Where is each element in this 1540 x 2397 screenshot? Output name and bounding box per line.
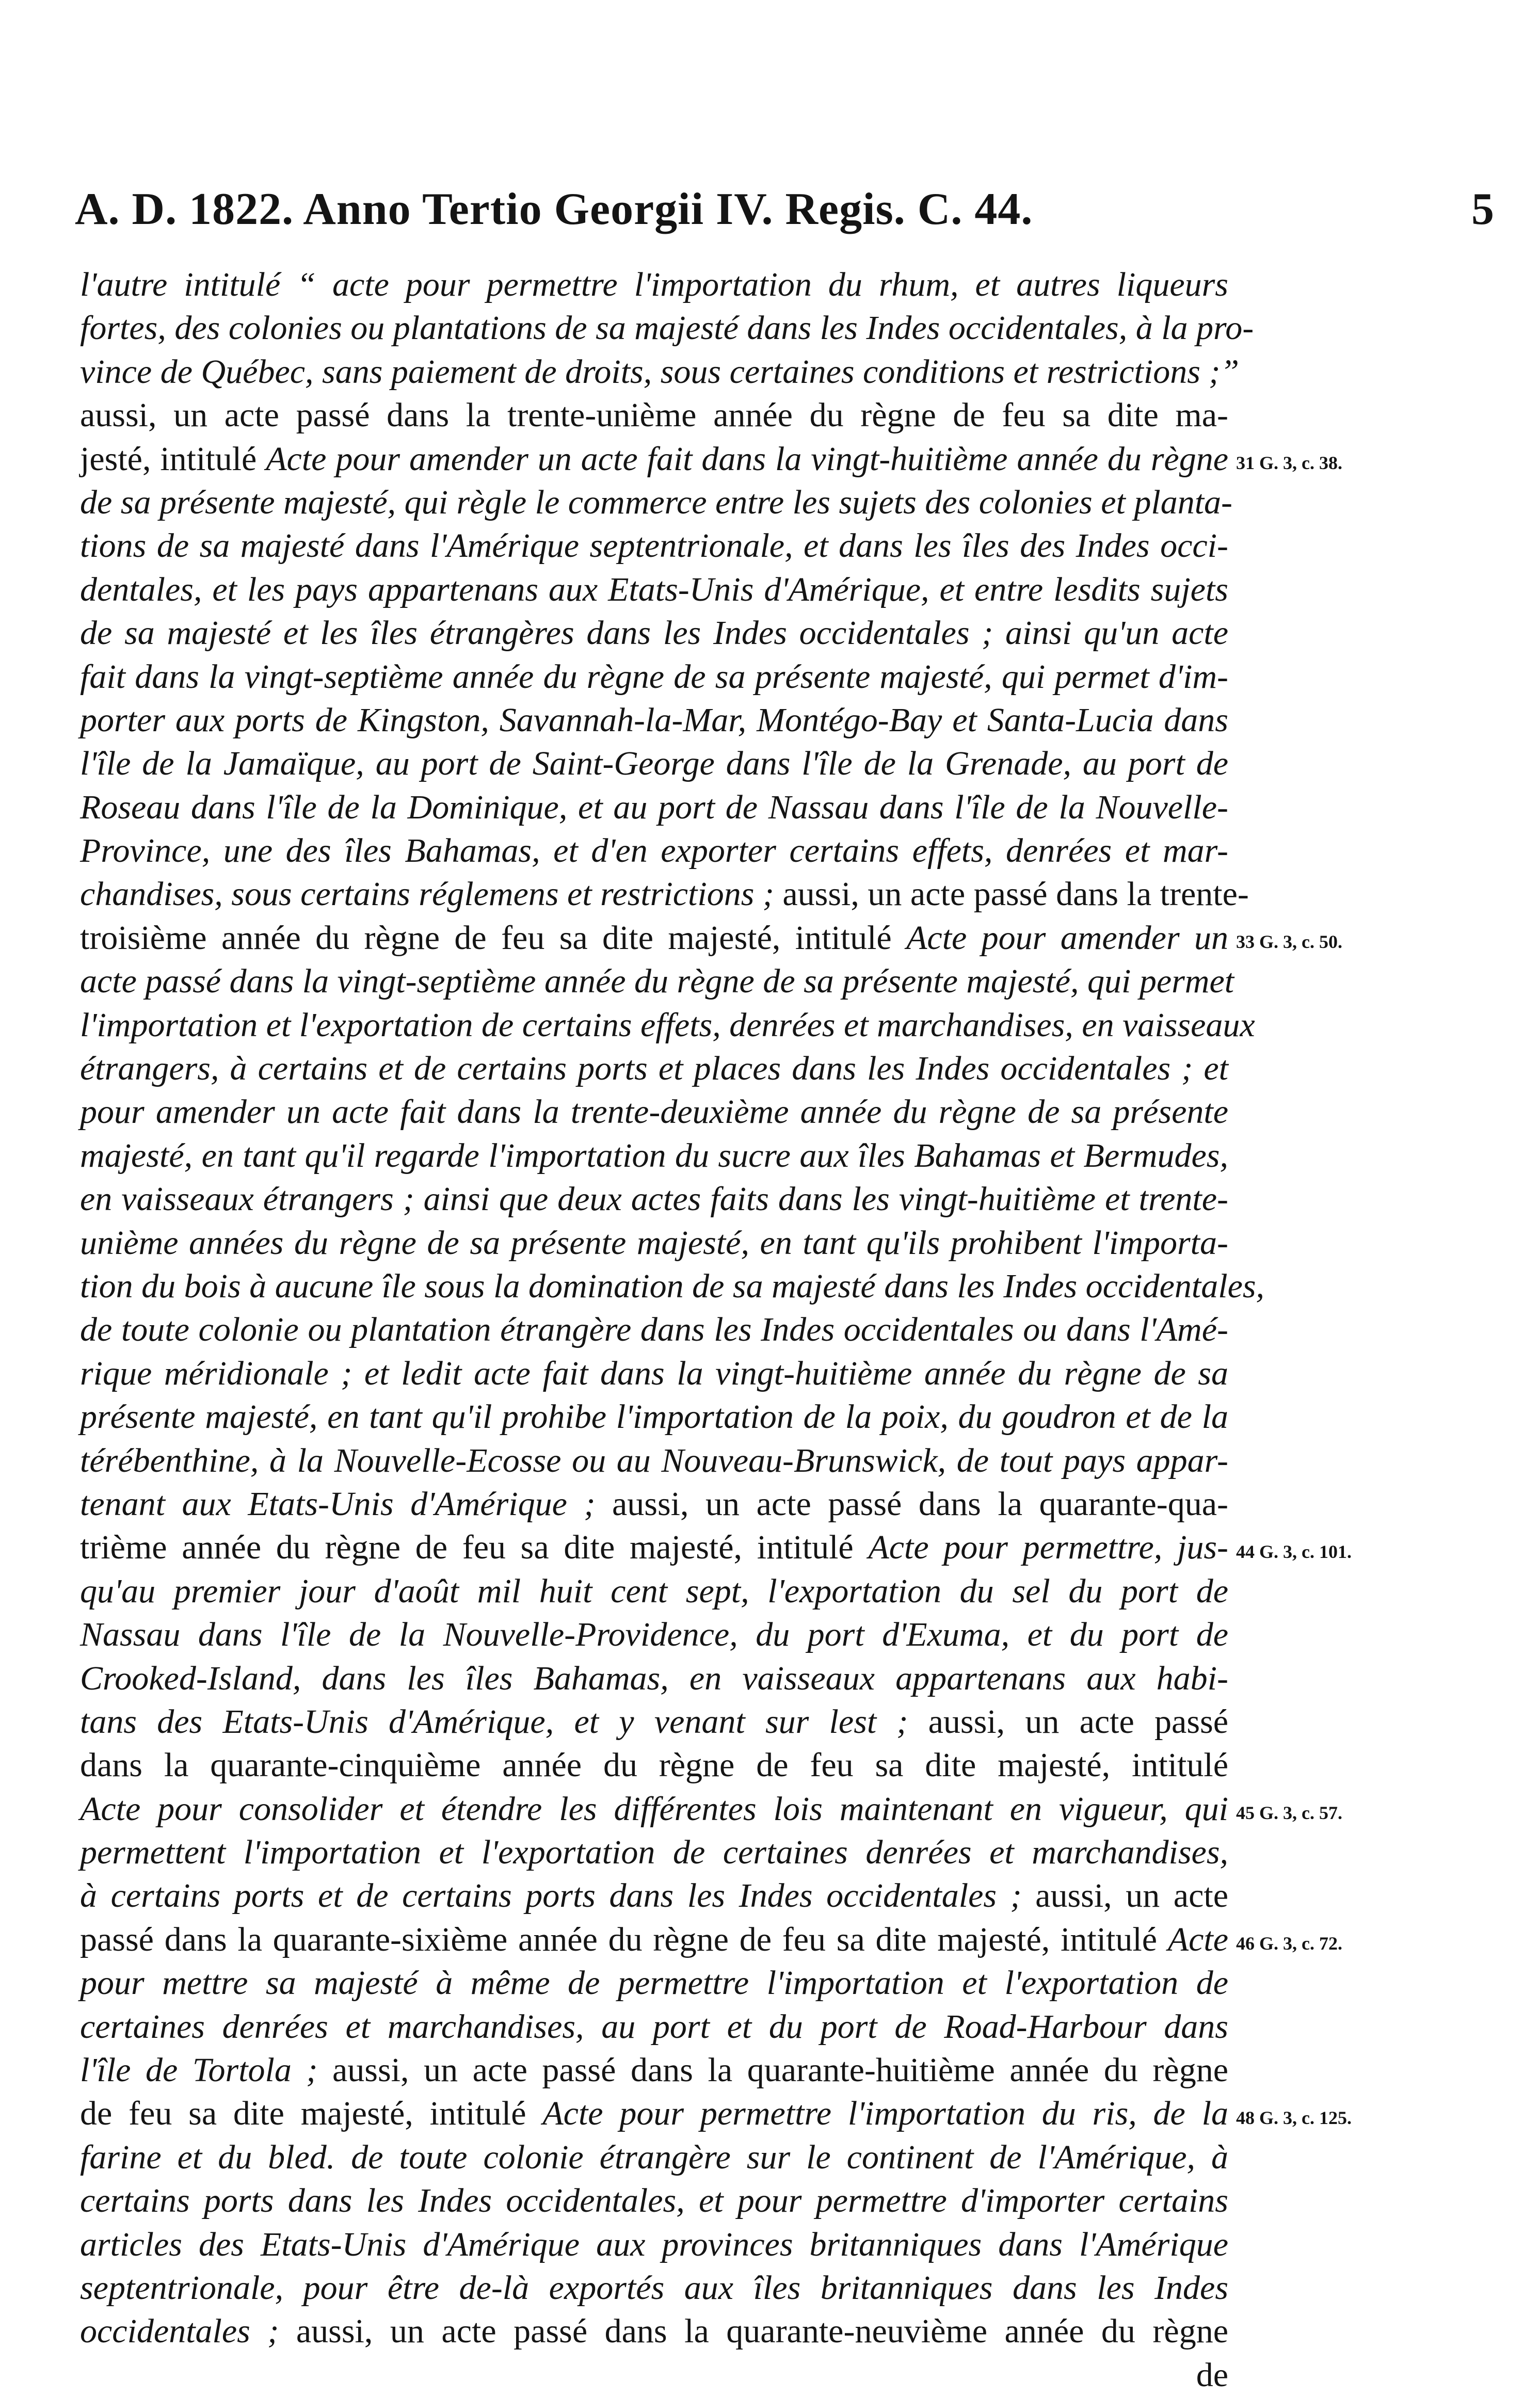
italic-text: dentales, et les pays appartenans aux Etats-Unis d'Amérique, et entre lesdits sujets [80, 570, 1228, 608]
text-line [80, 1526, 1228, 1569]
text-line [80, 786, 1228, 829]
text-line [80, 1178, 1228, 1221]
italic-text: de sa présente majesté, qui règle le commerce entre les sujets des colonies et planta- [80, 483, 1233, 521]
margin-citation: 45 G. 3, c. 57. [1236, 1803, 1342, 1823]
italic-text: articles des Etats-Unis d'Amérique aux provinces britanniques dans l'Amérique [80, 2225, 1228, 2263]
text-line [80, 916, 1228, 960]
italic-text: tenant aux Etats-Unis d'Amérique ; [80, 1485, 613, 1523]
text-line [80, 350, 1240, 394]
roman-text: aussi, un acte passé dans la trente-unième année du règne de feu sa dite ma- [80, 396, 1228, 435]
text-line [80, 524, 1228, 568]
text-line [80, 2354, 1228, 2397]
text-line [80, 1788, 1228, 1831]
italic-text: à certains ports et de certains ports dans les Indes occidentales ; [80, 1877, 1036, 1915]
italic-text: rique méridionale ; et ledit acte fait dans la vingt-huitième année du règne de sa [80, 1354, 1228, 1392]
text-line [80, 1831, 1228, 1874]
italic-text: tans des Etats-Unis d'Amérique, et y venant sur lest ; [80, 1702, 928, 1741]
roman-text: troisième année du règne de feu sa dite majesté, intitulé [80, 919, 907, 957]
italic-text: certaines denrées et marchandises, au port et du port de Road-Harbour dans [80, 2007, 1228, 2046]
roman-text: trième année du règne de feu sa dite majesté, intitulé [80, 1529, 869, 1567]
italic-text: Nassau dans l'île de la Nouvelle-Providence, du port d'Exuma, et du port de [80, 1616, 1228, 1654]
text-line [80, 1657, 1228, 1700]
text-line [80, 1047, 1228, 1090]
italic-text: l'autre intitulé “ acte pour permettre l'importation du rhum, et autres liqueurs [80, 266, 1228, 303]
italic-text: farine et du bled. de toute colonie étrangère sur le continent de l'Amérique, à [80, 2138, 1228, 2176]
text-line [80, 568, 1228, 612]
text-line [80, 394, 1228, 437]
text-line [80, 2049, 1228, 2092]
italic-text: Crooked-Island, dans les îles Bahamas, en vaisseaux appartenans aux habi- [80, 1659, 1228, 1697]
italic-text: Acte pour consolider et étendre les différentes lois maintenant en vigueur, qui [80, 1790, 1228, 1828]
roman-text: aussi, un acte passé dans la quarante-neuvième année du règne [296, 2312, 1228, 2351]
margin-citation: 31 G. 3, c. 38. [1236, 452, 1342, 473]
italic-text: fait dans la vingt-septième année du règne de sa présente majesté, qui permet d'im- [80, 657, 1228, 696]
text-line [80, 438, 1228, 481]
text-line [80, 829, 1228, 873]
text-line [80, 2179, 1228, 2223]
text-line [80, 1570, 1228, 1613]
roman-text: dans la quarante-cinquième année du règne de feu sa dite majesté, intitulé [80, 1746, 1228, 1784]
italic-text: de sa majesté et les îles étrangères dans les Indes occidentales ; ainsi qu'un acte [80, 614, 1228, 652]
text-line [80, 873, 1249, 916]
text-line [80, 1308, 1228, 1352]
text-line [80, 1395, 1228, 1439]
text-line [80, 1134, 1228, 1178]
text-line [80, 1744, 1228, 1787]
text-line [80, 263, 1228, 307]
italic-text: en vaisseaux étrangers ; ainsi que deux actes faits dans les vingt-huitième et trente- [80, 1180, 1228, 1218]
italic-text: unième années du règne de sa présente majesté, en tant qu'ils prohibent l'importa- [80, 1224, 1228, 1262]
roman-text: aussi, un acte passé dans la trente- [782, 875, 1249, 913]
italic-text: chandises, sous certains réglemens et restrictions ; [80, 875, 783, 913]
italic-text: Roseau dans l'île de la Dominique, et au port de Nassau dans l'île de la Nouvelle- [80, 788, 1228, 826]
text-line [80, 481, 1233, 524]
italic-text: l'importation et l'exportation de certains effets, denrées et marchandises, en vaisseaux [80, 1006, 1255, 1044]
text-line [80, 307, 1254, 350]
italic-text: vince de Québec, sans paiement de droits, sous certaines conditions et restrictions ;” [80, 352, 1240, 391]
running-title: A. D. 1822. Anno Tertio Georgii IV. Regis. C. 44. [75, 184, 1033, 234]
body-text [80, 263, 1265, 2397]
text-line [80, 655, 1228, 699]
text-line [80, 2005, 1228, 2049]
roman-text: de [1196, 2356, 1228, 2394]
italic-text: l'île de la Jamaïque, au port de Saint-George dans l'île de la Grenade, au port de [80, 745, 1228, 783]
text-line [80, 742, 1228, 785]
text-line [80, 960, 1234, 1003]
text-line [80, 1700, 1228, 1744]
italic-text: Acte pour permettre, jus- [868, 1529, 1228, 1567]
italic-text: Acte pour amender un [906, 919, 1228, 957]
italic-text: tion du bois à aucune île sous la domination de sa majesté dans les Indes occidentales, [80, 1267, 1265, 1305]
italic-text: étrangers, à certains et de certains ports et places dans les Indes occidentales ; et [80, 1050, 1228, 1088]
italic-text: présente majesté, en tant qu'il prohibe l'importation de la poix, du goudron et de la [80, 1398, 1228, 1436]
roman-text: de feu sa dite majesté, intitulé [80, 2095, 543, 2133]
page-number: 5 [1471, 184, 1494, 234]
italic-text: certains ports dans les Indes occidentales, et pour permettre d'importer certains [80, 2182, 1228, 2220]
text-line [80, 1265, 1265, 1308]
margin-citation: 46 G. 3, c. 72. [1236, 1933, 1342, 1954]
roman-text: aussi, un acte [1035, 1877, 1228, 1915]
italic-text: pour amender un acte fait dans la trente-deuxième année du règne de sa présente [80, 1093, 1228, 1131]
roman-text: jesté, intitulé [80, 440, 266, 478]
margin-citation: 33 G. 3, c. 50. [1236, 931, 1342, 952]
italic-text: Acte [1167, 1920, 1228, 1958]
italic-text: porter aux ports de Kingston, Savannah-la-Mar, Montégo-Bay et Santa-Lucia dans [80, 701, 1228, 739]
text-line [80, 1961, 1228, 2005]
italic-text: qu'au premier jour d'août mil huit cent sept, l'exportation du sel du port de [80, 1572, 1228, 1610]
text-line [80, 1090, 1228, 1134]
roman-text: passé dans la quarante-sixième année du règne de feu sa dite majesté, intitulé [80, 1920, 1168, 1958]
margin-citation: 48 G. 3, c. 125. [1236, 2107, 1352, 2128]
text-line [80, 1004, 1255, 1047]
text-line [80, 2092, 1228, 2135]
text-line [80, 2223, 1228, 2266]
text-line [80, 2136, 1228, 2179]
italic-text: acte passé dans la vingt-septième année du règne de sa présente majesté, qui permet [80, 962, 1234, 1001]
roman-text: aussi, un acte passé dans la quarante-qua- [612, 1485, 1229, 1523]
text-line [80, 1918, 1228, 1961]
italic-text: septentrionale, pour être de-là exportés aux îles britanniques dans les Indes [80, 2269, 1228, 2307]
text-line [80, 1439, 1228, 1483]
page-header [75, 183, 1494, 250]
text-line [80, 1613, 1228, 1656]
margin-citation: 44 G. 3, c. 101. [1236, 1541, 1352, 1562]
italic-text: occidentales ; [80, 2312, 296, 2351]
text-line [80, 1874, 1228, 1918]
text-line [80, 1483, 1228, 1526]
text-line [80, 612, 1228, 655]
text-line [80, 2266, 1228, 2310]
italic-text: Province, une des îles Bahamas, et d'en exporter certains effets, denrées et mar- [80, 832, 1228, 870]
italic-text: tions de sa majesté dans l'Amérique septentrionale, et dans les îles des Indes occi- [80, 527, 1228, 565]
text-line [80, 699, 1228, 742]
text-line [80, 2310, 1228, 2353]
italic-text: fortes, des colonies ou plantations de sa majesté dans les Indes occidentales, à la pro- [80, 309, 1254, 347]
italic-text: l'île de Tortola ; [80, 2051, 332, 2089]
italic-text: Acte pour permettre l'importation du ris, de la [542, 2095, 1228, 2133]
italic-text: Acte pour amender un acte fait dans la vingt-huitième année du règne [266, 440, 1228, 478]
italic-text: de toute colonie ou plantation étrangère dans les Indes occidentales ou dans l'Amé- [80, 1311, 1228, 1349]
italic-text: majesté, en tant qu'il regarde l'importation du sucre aux îles Bahamas et Bermudes, [80, 1136, 1228, 1175]
italic-text: pour mettre sa majesté à même de permettre l'importation et l'exportation de [80, 1964, 1228, 2002]
italic-text: térébenthine, à la Nouvelle-Ecosse ou au Nouveau-Brunswick, de tout pays appar- [80, 1441, 1228, 1479]
text-line [80, 1221, 1228, 1265]
text-line [80, 1352, 1228, 1395]
roman-text: aussi, un acte passé dans la quarante-huitième année du règne [332, 2051, 1228, 2089]
roman-text: aussi, un acte passé [928, 1702, 1228, 1741]
italic-text: permettent l'importation et l'exportation de certaines denrées et marchandises, [80, 1833, 1228, 1872]
